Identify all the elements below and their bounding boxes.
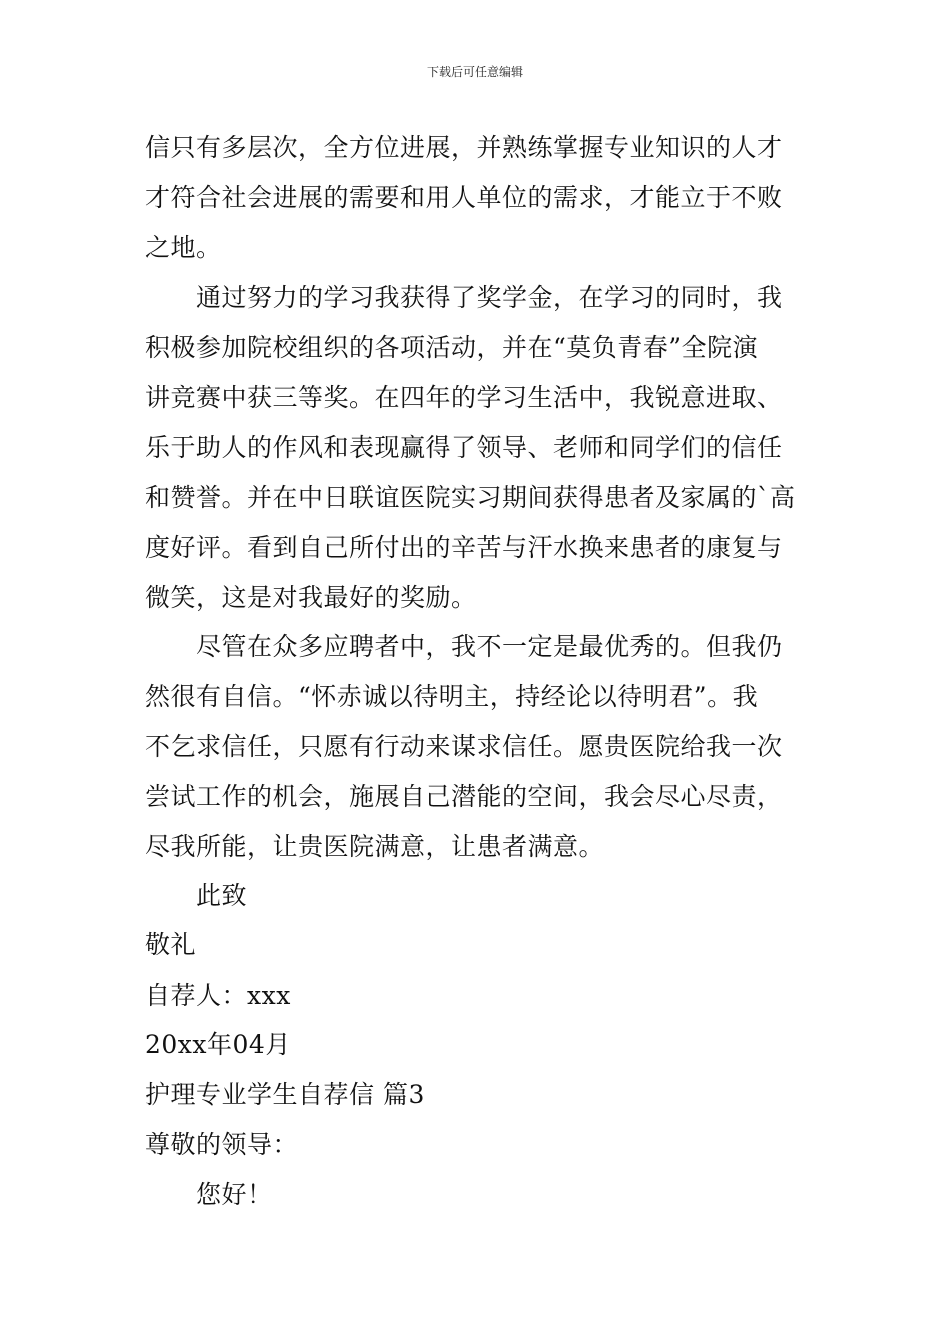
body-line: 度好评。看到自己所付出的辛苦与汗水换来患者的康复与 bbox=[145, 533, 783, 562]
body-line: 和赞誉。并在中日联谊医院实习期间获得患者及家属的`高 bbox=[145, 483, 796, 512]
body-line: 才符合社会进展的需要和用人单位的需求，才能立于不败 bbox=[145, 183, 783, 212]
page-header: 下载后可任意编辑 bbox=[426, 65, 523, 79]
body-line: 积极参加院校组织的各项活动，并在“莫负青春”全院演 bbox=[145, 333, 759, 362]
body-line: 微笑，这是对我最好的奖励。 bbox=[145, 583, 477, 612]
body-line: 讲竞赛中获三等奖。在四年的学习生活中，我锐意进取、 bbox=[145, 383, 783, 412]
section-title: 护理专业学生自荐信 篇3 bbox=[145, 1080, 425, 1109]
body-line: 信只有多层次，全方位进展，并熟练掌握专业知识的人才 bbox=[145, 133, 783, 162]
salutation-line: 敬礼 bbox=[145, 930, 197, 959]
body-line: 不乞求信任，只愿有行动来谋求信任。愿贵医院给我一次 bbox=[145, 732, 783, 761]
body-line: 通过努力的学习我获得了奖学金，在学习的同时，我 bbox=[196, 283, 783, 312]
body-line: 尽我所能，让贵医院满意，让患者满意。 bbox=[145, 832, 605, 861]
body-line: 尽管在众多应聘者中，我不一定是最优秀的。但我仍 bbox=[196, 632, 783, 661]
greeting-line: 尊敬的领导： bbox=[145, 1130, 299, 1159]
greeting-line: 您好！ bbox=[196, 1180, 273, 1209]
body-line: 然很有自信。“怀赤诚以待明主，持经论以待明君”。我 bbox=[145, 682, 759, 711]
date-line: 20xx年04月 bbox=[145, 1030, 291, 1059]
body-line: 之地。 bbox=[145, 233, 222, 262]
body-line: 乐于助人的作风和表现赢得了领导、老师和同学们的信任 bbox=[145, 433, 783, 462]
closing-line: 此致 bbox=[196, 881, 248, 910]
body-line: 尝试工作的机会，施展自己潜能的空间，我会尽心尽责， bbox=[145, 782, 783, 811]
signature-line: 自荐人：xxx bbox=[145, 981, 291, 1010]
